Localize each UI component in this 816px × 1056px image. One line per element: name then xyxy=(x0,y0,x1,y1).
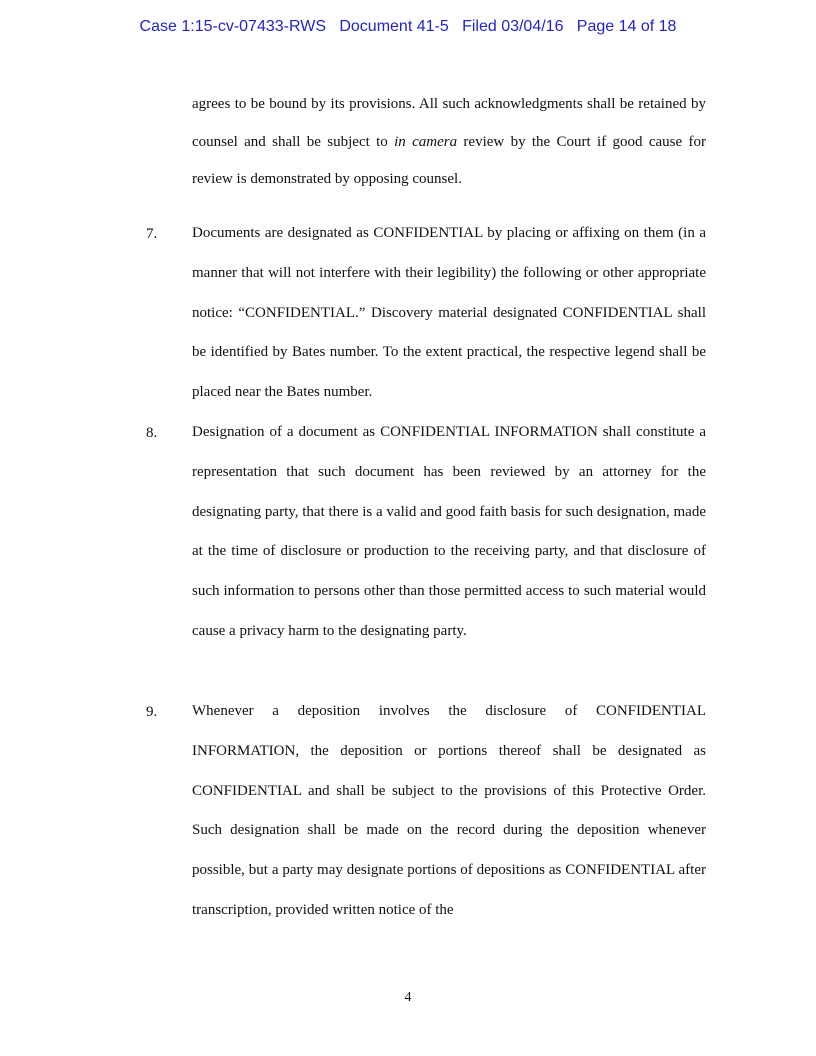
paragraph-9: Whenever a deposition involves the disclosure of CONFIDENTIAL INFORMATION, the deposition or portions thereof shall be designated as CONFIDENTIAL and shall be subject to the provisions of this Protective Order. Such designation shall be made on the record during the deposition whenever possible, but a party may designate portions of depositions as CONFIDENTIAL after transcription, provided written notice of the xyxy=(192,703,706,918)
italic-term: in camera xyxy=(394,133,458,150)
continuation-paragraph xyxy=(192,86,706,199)
continuation-text-start: agrees to be bound by its provisions. All such acknowledgments shall be retained by counsel and shall be subject to xyxy=(192,96,706,150)
paragraph-7: Documents are designated as CONFIDENTIAL by placing or affixing on them (in a manner that will not interfere with their legibility) the following or other appropriate notice: “CONFIDENTIAL.” Discovery material designated CONFIDENTIAL shall be identified by Bates number. To the extent practical, the respective legend shall be placed near the Bates number. xyxy=(192,225,706,401)
paragraph-number-9: 9. xyxy=(146,704,158,720)
court-filing-header: Case 1:15-cv-07433-RWS Document 41-5 Filed 03/04/16 Page 14 of 18 xyxy=(139,18,677,35)
paragraph-8: Designation of a document as CONFIDENTIAL INFORMATION shall constitute a representation that such document has been reviewed by an attorney for the designating party, that there is a valid and good faith basis for such designation, made at the time of disclosure or production to the receiving party, and that disclosure of such information to persons other than those permitted access to such material would cause a privacy harm to the designating party. xyxy=(192,424,706,639)
continuation-text-end: review by the Court if good cause for review is demonstrated by opposing counsel. xyxy=(192,133,706,187)
paragraph-number-7: 7. xyxy=(146,226,158,242)
page-number: 4 xyxy=(404,990,412,1005)
paragraph-number-8: 8. xyxy=(146,425,158,441)
